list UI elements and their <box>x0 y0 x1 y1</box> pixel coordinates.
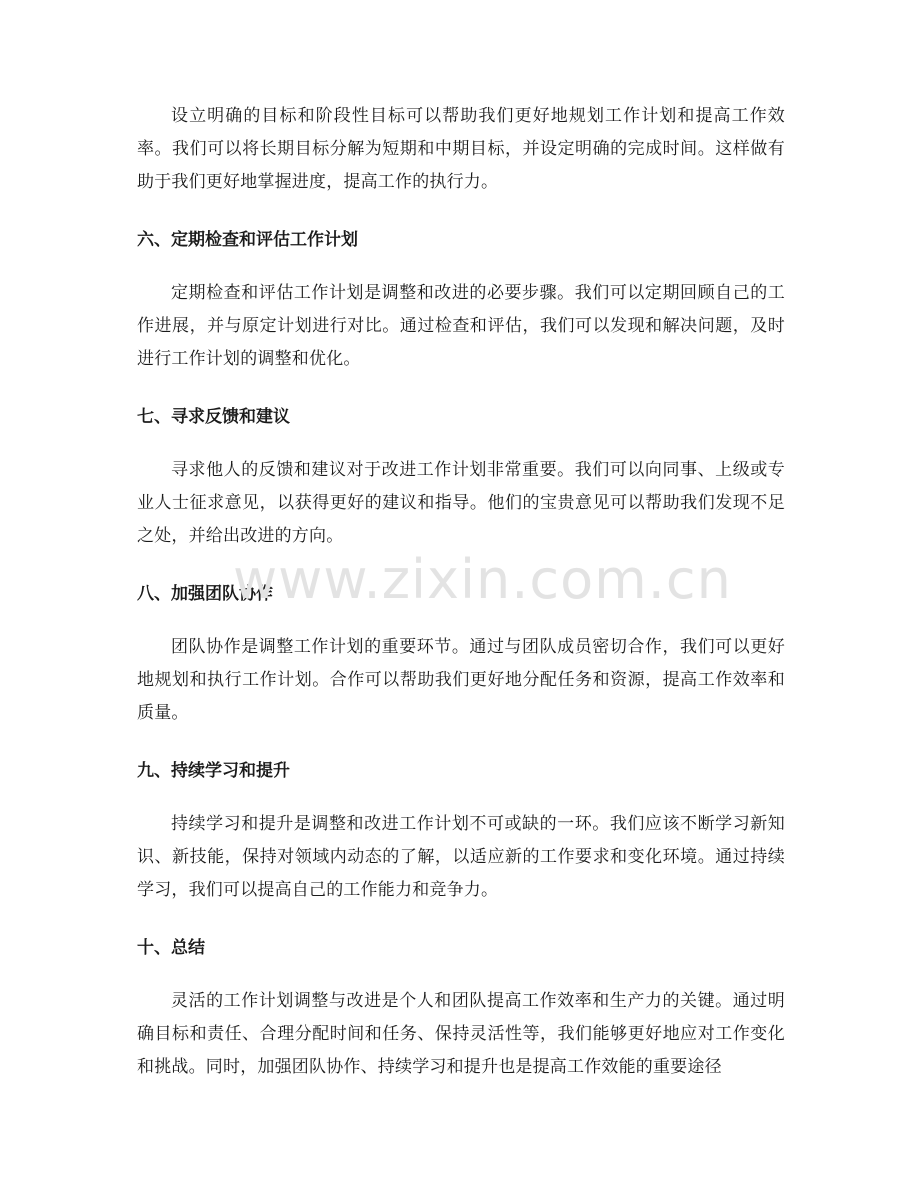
section-paragraph-8: 团队协作是调整工作计划的重要环节。通过与团队成员密切合作，我们可以更好地规划和执行工作计划。合作可以帮助我们更好地分配任务和资源，提高工作效率和质量。 <box>137 637 785 723</box>
section-heading-9: 九、持续学习和提升 <box>137 761 290 781</box>
watermark-text: www.zixin.com.cn <box>233 548 732 611</box>
section-paragraph-6: 定期检查和评估工作计划是调整和改进的必要步骤。我们可以定期回顾自己的工作进展，并与原定计划进行对比。通过检查和评估，我们可以发现和解决问题，及时进行工作计划的调整和优化。 <box>137 283 785 369</box>
section-paragraph-7: 寻求他人的反馈和建议对于改进工作计划非常重要。我们可以向同事、上级或专业人士征求意见，以获得更好的建议和指导。他们的宝贵意见可以帮助我们发现不足之处，并给出改进的方向。 <box>137 460 785 546</box>
section-heading-10: 十、总结 <box>137 938 205 958</box>
intro-paragraph: 设立明确的目标和阶段性目标可以帮助我们更好地规划工作计划和提高工作效率。我们可以将长期目标分解为短期和中期目标，并设定明确的完成时间。这样做有助于我们更好地掌握进度，提高工作的执行力。 <box>137 106 785 192</box>
document-body <box>137 100 785 1084</box>
section-heading-8: 八、加强团队协作 <box>137 584 273 604</box>
section-heading-6: 六、定期检查和评估工作计划 <box>137 230 358 250</box>
section-paragraph-9: 持续学习和提升是调整和改进工作计划不可或缺的一环。我们应该不断学习新知识、新技能，保持对领域内动态的了解，以适应新的工作要求和变化环境。通过持续学习，我们可以提高自己的工作能力和竞争力。 <box>137 814 785 900</box>
section-paragraph-10: 灵活的工作计划调整与改进是个人和团队提高工作效率和生产力的关键。通过明确目标和责任、合理分配时间和任务、保持灵活性等，我们能够更好地应对工作变化和挑战。同时，加强团队协作、持续学习和提升也是提高工作效能的重要途径 <box>137 991 785 1077</box>
section-heading-7: 七、寻求反馈和建议 <box>137 407 290 427</box>
